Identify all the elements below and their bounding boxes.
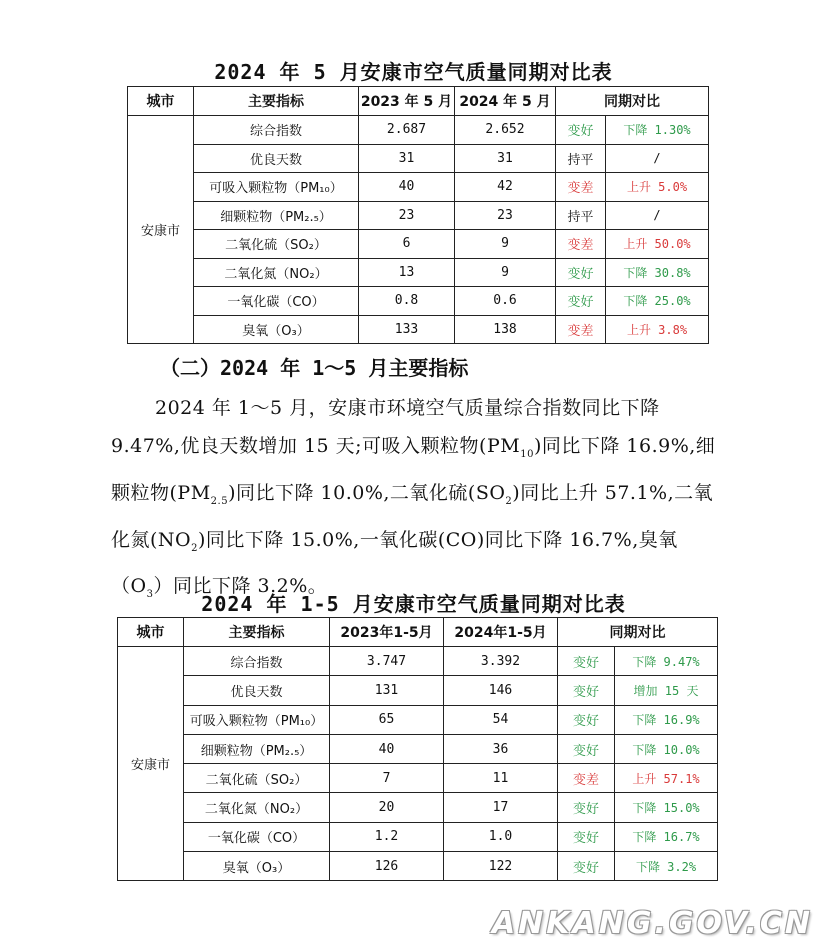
- change-cell: 上升 50.0%: [606, 230, 709, 259]
- para-text-5: )同比下降 15.0%,一氧化碳(CO)同比下降 16.7%,臭氧（O: [111, 528, 678, 598]
- value-2023-cell: 40: [330, 734, 444, 763]
- value-2023-cell: 31: [359, 144, 455, 173]
- status-cell: 变差: [556, 173, 606, 202]
- value-2023-cell: 40: [359, 173, 455, 202]
- table-row: [118, 852, 718, 881]
- value-2024-cell: 3.392: [444, 647, 558, 676]
- para-text-4: )同比上升 57.1%,二氧化氮(NO: [111, 481, 714, 551]
- indicator-cell: 可吸入颗粒物（PM₁₀）: [194, 173, 359, 202]
- table1-title: 2024 年 5 月安康市空气质量同期对比表: [214, 60, 613, 84]
- table2-title: 2024 年 1-5 月安康市空气质量同期对比表: [201, 592, 626, 616]
- status-cell: 变好: [558, 705, 615, 734]
- so2-sub: 2: [505, 495, 513, 507]
- change-cell: 下降 16.9%: [615, 705, 718, 734]
- site-watermark: ANKANG.GOV.CN: [491, 906, 813, 941]
- table-row: [128, 230, 709, 259]
- o3-sub: 3: [146, 589, 154, 601]
- table-row: [128, 201, 709, 230]
- value-2023-cell: 23: [359, 201, 455, 230]
- value-2023-cell: 3.747: [330, 647, 444, 676]
- table-row: [128, 173, 709, 202]
- table2: [117, 617, 718, 881]
- value-2024-cell: 17: [444, 793, 558, 822]
- value-2023-cell: 131: [330, 676, 444, 705]
- change-cell: 下降 1.30%: [606, 116, 709, 145]
- indicator-cell: 综合指数: [184, 647, 330, 676]
- indicator-cell: 细颗粒物（PM₂.₅）: [184, 734, 330, 763]
- value-2024-cell: 138: [455, 315, 556, 344]
- indicator-cell: 二氧化氮（NO₂）: [184, 793, 330, 822]
- pm25-sub: 2.5: [210, 495, 229, 507]
- table-row: [118, 705, 718, 734]
- status-cell: 变好: [558, 822, 615, 851]
- status-cell: 变差: [556, 230, 606, 259]
- table-row: [118, 764, 718, 793]
- status-cell: 变好: [558, 676, 615, 705]
- indicator-cell: 一氧化碳（CO）: [184, 822, 330, 851]
- indicator-cell: 综合指数: [194, 116, 359, 145]
- status-cell: 变差: [556, 315, 606, 344]
- value-2024-cell: 1.0: [444, 822, 558, 851]
- value-2024-cell: 146: [444, 676, 558, 705]
- change-cell: 下降 15.0%: [615, 793, 718, 822]
- table-row: [118, 734, 718, 763]
- status-cell: 变好: [558, 793, 615, 822]
- value-2023-cell: 0.8: [359, 287, 455, 316]
- table-row: [128, 116, 709, 145]
- para-text-6: ）同比下降 3.2%。: [153, 575, 328, 598]
- section-heading: （二）2024 年 1～5 月主要指标: [160, 356, 469, 380]
- change-cell: /: [606, 144, 709, 173]
- table-row: [118, 647, 718, 676]
- header-2023: 2023年1-5月: [330, 618, 444, 647]
- value-2024-cell: 0.6: [455, 287, 556, 316]
- value-2024-cell: 11: [444, 764, 558, 793]
- city-cell: 安康市: [118, 647, 184, 881]
- value-2024-cell: 122: [444, 852, 558, 881]
- value-2023-cell: 126: [330, 852, 444, 881]
- header-city: 城市: [128, 87, 194, 116]
- status-cell: 变好: [558, 734, 615, 763]
- para-text-2: )同比下降 16.9%,细颗粒物(PM: [111, 435, 716, 504]
- indicator-cell: 优良天数: [194, 144, 359, 173]
- change-cell: 增加 15 天: [615, 676, 718, 705]
- value-2024-cell: 9: [455, 230, 556, 259]
- table-row: [118, 793, 718, 822]
- value-2023-cell: 20: [330, 793, 444, 822]
- city-cell: 安康市: [128, 116, 194, 344]
- value-2023-cell: 133: [359, 315, 455, 344]
- header-comparison: 同期对比: [556, 87, 709, 116]
- table-row: [128, 144, 709, 173]
- table-row: [118, 822, 718, 851]
- table1: [127, 86, 709, 344]
- indicator-cell: 二氧化硫（SO₂）: [184, 764, 330, 793]
- status-cell: 变好: [558, 852, 615, 881]
- value-2023-cell: 65: [330, 705, 444, 734]
- change-cell: 下降 30.8%: [606, 258, 709, 287]
- value-2023-cell: 13: [359, 258, 455, 287]
- header-indicator: 主要指标: [194, 87, 359, 116]
- table2-header-row: [118, 618, 718, 647]
- header-2024: 2024 年 5 月: [455, 87, 556, 116]
- change-cell: 上升 57.1%: [615, 764, 718, 793]
- value-2023-cell: 6: [359, 230, 455, 259]
- change-cell: 下降 3.2%: [615, 852, 718, 881]
- table-row: [128, 258, 709, 287]
- indicator-cell: 臭氧（O₃）: [184, 852, 330, 881]
- indicator-cell: 细颗粒物（PM₂.₅）: [194, 201, 359, 230]
- status-cell: 持平: [556, 201, 606, 230]
- change-cell: 上升 5.0%: [606, 173, 709, 202]
- value-2024-cell: 9: [455, 258, 556, 287]
- value-2023-cell: 1.2: [330, 822, 444, 851]
- indicator-cell: 可吸入颗粒物（PM₁₀）: [184, 705, 330, 734]
- indicator-cell: 二氧化硫（SO₂）: [194, 230, 359, 259]
- change-cell: 下降 16.7%: [615, 822, 718, 851]
- status-cell: 变好: [558, 647, 615, 676]
- header-2024: 2024年1-5月: [444, 618, 558, 647]
- indicator-cell: 二氧化氮（NO₂）: [194, 258, 359, 287]
- header-2023: 2023 年 5 月: [359, 87, 455, 116]
- table1-header-row: [128, 87, 709, 116]
- value-2024-cell: 42: [455, 173, 556, 202]
- status-cell: 变差: [558, 764, 615, 793]
- indicator-cell: 臭氧（O₃）: [194, 315, 359, 344]
- indicator-cell: 一氧化碳（CO）: [194, 287, 359, 316]
- change-cell: 下降 25.0%: [606, 287, 709, 316]
- indicator-cell: 优良天数: [184, 676, 330, 705]
- change-cell: 下降 10.0%: [615, 734, 718, 763]
- value-2024-cell: 23: [455, 201, 556, 230]
- table-row: [128, 315, 709, 344]
- value-2024-cell: 2.652: [455, 116, 556, 145]
- change-cell: 上升 3.8%: [606, 315, 709, 344]
- value-2024-cell: 54: [444, 705, 558, 734]
- summary-paragraph: [111, 389, 721, 614]
- status-cell: 持平: [556, 144, 606, 173]
- value-2024-cell: 31: [455, 144, 556, 173]
- no2-sub: 2: [191, 542, 198, 554]
- table-row: [128, 287, 709, 316]
- value-2024-cell: 36: [444, 734, 558, 763]
- para-text-1: 2024 年 1～5 月，安康市环境空气质量综合指数同比下降 9.47%,优良天数增加 15 天;可吸入颗粒物(PM: [111, 397, 660, 457]
- status-cell: 变好: [556, 116, 606, 145]
- value-2023-cell: 7: [330, 764, 444, 793]
- table-row: [118, 676, 718, 705]
- change-cell: 下降 9.47%: [615, 647, 718, 676]
- value-2023-cell: 2.687: [359, 116, 455, 145]
- status-cell: 变好: [556, 258, 606, 287]
- status-cell: 变好: [556, 287, 606, 316]
- header-city: 城市: [118, 618, 184, 647]
- header-indicator: 主要指标: [184, 618, 330, 647]
- header-comparison: 同期对比: [558, 618, 718, 647]
- para-text-3: )同比下降 10.0%,二氧化硫(SO: [228, 481, 506, 504]
- pm10-sub: 10: [520, 448, 534, 460]
- change-cell: /: [606, 201, 709, 230]
